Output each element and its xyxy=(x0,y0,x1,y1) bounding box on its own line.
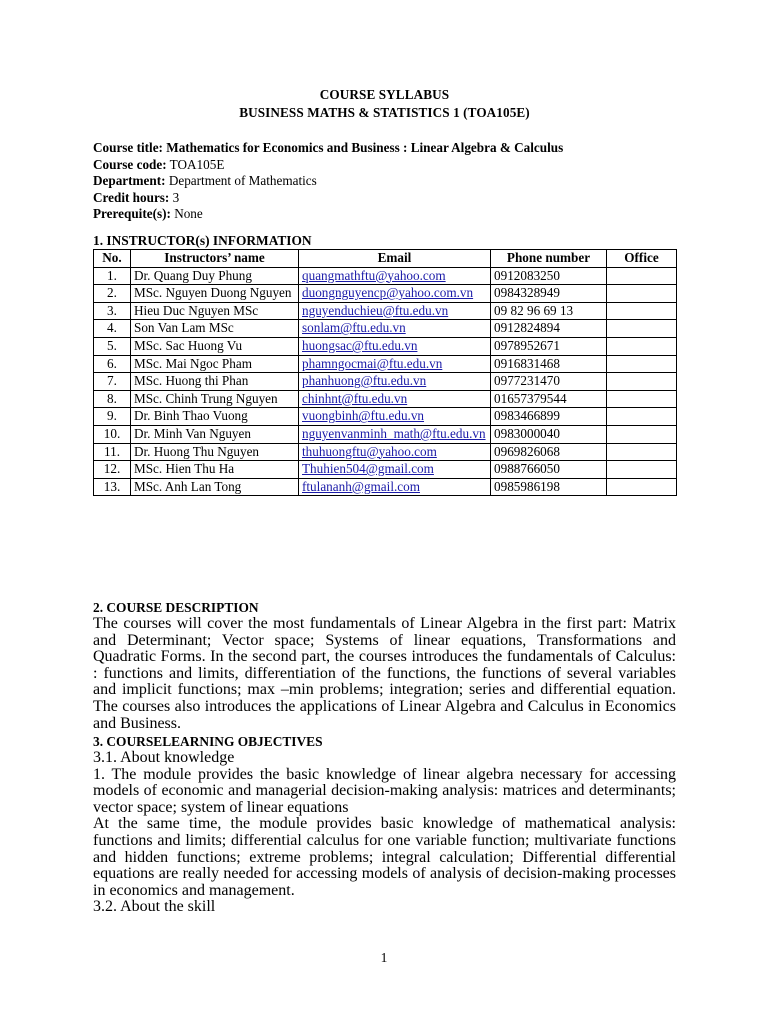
title-line-2: BUSINESS MATHS & STATISTICS 1 (TOA105E) xyxy=(239,105,530,120)
cell-no: 13. xyxy=(94,478,131,496)
cell-phone: 0988766050 xyxy=(491,461,607,479)
cell-no: 9. xyxy=(94,408,131,426)
knowledge-subheading: 3.1. About knowledge xyxy=(93,749,235,766)
col-phone: Phone number xyxy=(491,249,607,267)
table-row xyxy=(94,461,677,479)
table-row xyxy=(94,408,677,426)
page-number: 1 xyxy=(380,950,388,965)
cell-name: MSc. Chinh Trung Nguyen xyxy=(131,390,299,408)
cell-name: Dr. Quang Duy Phung xyxy=(131,267,299,285)
cell-no: 4. xyxy=(94,320,131,338)
cell-office xyxy=(607,425,677,443)
cell-office xyxy=(607,337,677,355)
cell-office xyxy=(607,267,677,285)
email-link[interactable]: nguyenvanminh_math@ftu.edu.vn xyxy=(302,425,486,441)
cell-email xyxy=(299,478,491,496)
cell-no: 7. xyxy=(94,373,131,391)
objectives-heading: 3. COURSELEARNING OBJECTIVES xyxy=(93,734,323,749)
cell-name: MSc. Nguyen Duong Nguyen xyxy=(131,285,299,303)
email-link[interactable]: phanhuong@ftu.edu.vn xyxy=(302,373,427,389)
course-title-row: Course title: Mathematics for Economics and Business : Linear Algebra & Calculus xyxy=(93,140,564,155)
cell-name: MSc. Hien Thu Ha xyxy=(131,461,299,479)
cell-office xyxy=(607,302,677,320)
skill-subheading: 3.2. About the skill xyxy=(93,898,216,916)
cell-email xyxy=(299,320,491,338)
cell-email xyxy=(299,373,491,391)
document-title xyxy=(93,86,676,122)
table-row xyxy=(94,337,677,355)
knowledge-paragraph-1: 1. The module provides the basic knowledge of linear algebra necessary for accessing models of economic and managerial decision-making analysis: matrices and determinants; vector space; system of linear equations xyxy=(93,765,676,816)
cell-office xyxy=(607,320,677,338)
cell-name: MSc. Anh Lan Tong xyxy=(131,478,299,496)
table-row xyxy=(94,267,677,285)
cell-name: MSc. Huong thi Phan xyxy=(131,373,299,391)
cell-office xyxy=(607,408,677,426)
course-description-section xyxy=(93,600,676,732)
cell-phone: 0912083250 xyxy=(491,267,607,285)
cell-no: 3. xyxy=(94,302,131,320)
title-line-1: COURSE SYLLABUS xyxy=(319,87,450,102)
cell-phone: 0983466899 xyxy=(491,408,607,426)
cell-email xyxy=(299,267,491,285)
credit-hours-row: Credit hours: 3 xyxy=(93,189,180,205)
email-link[interactable]: phamngocmai@ftu.edu.vn xyxy=(302,355,443,371)
col-name: Instructors’ name xyxy=(131,249,299,267)
cell-office xyxy=(607,355,677,373)
email-link[interactable]: nguyenduchieu@ftu.edu.vn xyxy=(302,302,449,318)
cell-phone: 0983000040 xyxy=(491,425,607,443)
cell-no: 10. xyxy=(94,425,131,443)
table-row xyxy=(94,320,677,338)
cell-no: 11. xyxy=(94,443,131,461)
cell-name: MSc. Sac Huong Vu xyxy=(131,337,299,355)
cell-phone: 0916831468 xyxy=(491,355,607,373)
table-row xyxy=(94,443,677,461)
cell-phone: 0969826068 xyxy=(491,443,607,461)
cell-email xyxy=(299,425,491,443)
cell-name: Dr. Minh Van Nguyen xyxy=(131,425,299,443)
cell-phone: 0977231470 xyxy=(491,373,607,391)
cell-no: 12. xyxy=(94,461,131,479)
description-text: The courses will cover the most fundamentals of Linear Algebra in the first part: Matrix and Determinant; Vector space; Systems of linear equations, Transformations and Quadratic Forms. In the second part, the courses introduces the fundamentals of Calculus: : functions and limits, differentiation of the functions, the functions of several variables and implicit functions; max –min problems; integration; series and differential equation. The courses also introduces the applications of Linear Algebra and Calculus in Economics and Business. xyxy=(93,615,676,732)
cell-name: Dr. Binh Thao Vuong xyxy=(131,408,299,426)
email-link[interactable]: huongsac@ftu.edu.vn xyxy=(302,337,418,353)
knowledge-paragraph-2: At the same time, the module provides basic knowledge of mathematical analysis: functions and limits; differential calculus for one variable function; multivariate functions and hidden functions; extreme problems; integral calculation; Differential differential equations are really needed for accessing models of analysis of decision-making processes in economics and management. xyxy=(93,815,676,899)
email-link[interactable]: quangmathftu@yahoo.com xyxy=(302,267,446,283)
syllabus-page xyxy=(93,86,676,496)
course-meta xyxy=(93,140,676,223)
cell-no: 8. xyxy=(94,390,131,408)
cell-email xyxy=(299,302,491,320)
cell-phone: 0978952671 xyxy=(491,337,607,355)
table-row xyxy=(94,390,677,408)
department-row: Department: Department of Mathematics xyxy=(93,173,317,189)
table-row xyxy=(94,373,677,391)
email-link[interactable]: vuongbinh@ftu.edu.vn xyxy=(302,408,425,424)
instructor-rows xyxy=(94,267,677,496)
col-no: No. xyxy=(94,249,131,267)
table-row xyxy=(94,302,677,320)
objectives-section xyxy=(93,734,676,916)
cell-email xyxy=(299,443,491,461)
cell-office xyxy=(607,285,677,303)
cell-office xyxy=(607,443,677,461)
cell-name: Dr. Huong Thu Nguyen xyxy=(131,443,299,461)
cell-office xyxy=(607,461,677,479)
cell-phone: 0985986198 xyxy=(491,478,607,496)
cell-phone: 01657379544 xyxy=(491,390,607,408)
cell-email xyxy=(299,355,491,373)
cell-no: 6. xyxy=(94,355,131,373)
cell-name: Hieu Duc Nguyen MSc xyxy=(131,302,299,320)
course-code-row: Course code: TOA105E xyxy=(93,156,225,172)
cell-email xyxy=(299,337,491,355)
cell-name: MSc. Mai Ngoc Pham xyxy=(131,355,299,373)
col-office: Office xyxy=(607,249,677,267)
email-link[interactable]: duongnguyencp@yahoo.com.vn xyxy=(302,285,474,301)
email-link[interactable]: sonlam@ftu.edu.vn xyxy=(302,320,406,336)
cell-email xyxy=(299,390,491,408)
table-row xyxy=(94,425,677,443)
cell-office xyxy=(607,373,677,391)
table-row xyxy=(94,478,677,496)
prerequisite-row: Prerequite(s): None xyxy=(93,206,203,222)
email-link[interactable]: Thuhien504@gmail.com xyxy=(302,461,434,477)
instructors-heading: 1. INSTRUCTOR(s) INFORMATION xyxy=(93,232,312,248)
table-row xyxy=(94,355,677,373)
cell-email xyxy=(299,408,491,426)
email-link[interactable]: chinhnt@ftu.edu.vn xyxy=(302,390,408,406)
cell-no: 5. xyxy=(94,337,131,355)
cell-phone: 0984328949 xyxy=(491,285,607,303)
cell-office xyxy=(607,478,677,496)
table-header-row xyxy=(94,249,677,267)
email-link[interactable]: ftulananh@gmail.com xyxy=(302,478,420,494)
cell-name: Son Van Lam MSc xyxy=(131,320,299,338)
cell-phone: 09 82 96 69 13 xyxy=(491,302,607,320)
col-email: Email xyxy=(299,249,491,267)
description-heading: 2. COURSE DESCRIPTION xyxy=(93,600,259,615)
cell-email xyxy=(299,285,491,303)
email-link[interactable]: thuhuongftu@yahoo.com xyxy=(302,443,437,459)
cell-office xyxy=(607,390,677,408)
table-row xyxy=(94,285,677,303)
cell-no: 2. xyxy=(94,285,131,303)
cell-email xyxy=(299,461,491,479)
instructors-table xyxy=(93,249,677,496)
cell-no: 1. xyxy=(94,267,131,285)
cell-phone: 0912824894 xyxy=(491,320,607,338)
